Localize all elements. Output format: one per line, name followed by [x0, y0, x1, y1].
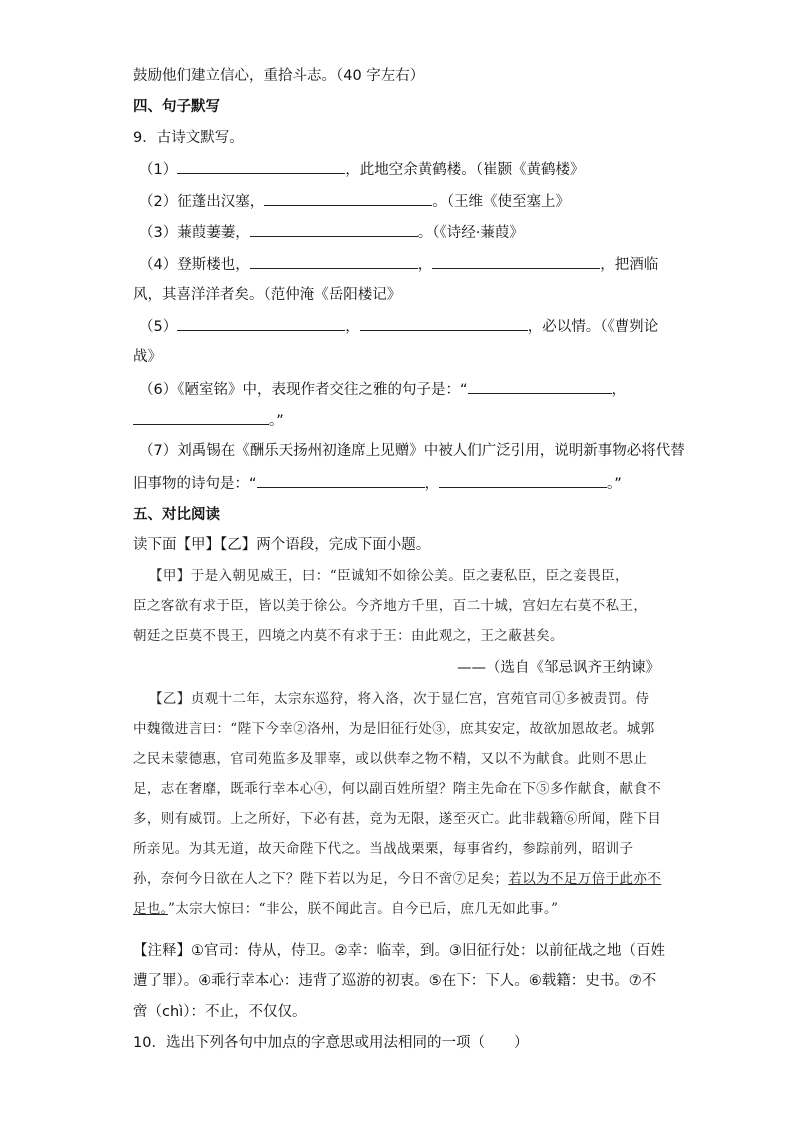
notes-line: 遭了罪）。④乖行幸本心：违背了巡游的初衷。⑤在下：下人。⑥载籍：史书。⑦不: [133, 973, 657, 989]
section-title: 五、对比阅读: [133, 507, 220, 523]
passage-yi-line: 多，则有威罚。上之所好，下必有甚，竞为无限，遂至灭亡。此非载籍⑥所闻，陛下目: [133, 811, 662, 827]
dictation-item-6: （6）《陋室铭》中，表现作者交往之雅的句子是：“ ，: [139, 379, 626, 400]
passage-yi-line: 孙，奈何今日欲在人之下？陛下若以为足，今日不啻⑦足矣；若以为不足万倍于此亦不: [133, 871, 662, 887]
answer-blank[interactable]: [250, 222, 418, 237]
answer-blank[interactable]: [177, 159, 345, 174]
section-title: 四、句子默写: [133, 99, 220, 115]
answer-blank[interactable]: [133, 410, 269, 425]
notes-line: 【注释】①官司：侍从，侍卫。②幸：临幸，到。③旧征行处：以前征战之地（百姓: [133, 943, 665, 959]
answer-blank[interactable]: [439, 473, 607, 488]
passage-yi-line: 足也。”太宗大惊曰：“非公，朕不闻此言。自今已后，庶几无如此事。”: [133, 901, 559, 917]
answer-blank[interactable]: [360, 316, 528, 331]
passage-yi-line: 之民未蒙德惠，官司苑监多及罪辜，或以供奉之物不精，又以不为献食。此则不思止: [133, 751, 648, 767]
dictation-item-4-cont: 风，其喜洋洋者矣。（范仲淹《岳阳楼记》: [133, 287, 402, 303]
passage-yi-line: 足，志在奢靡，既乖行幸本心④，何以副百姓所望？隋主先命在下⑤多作献食，献食不: [133, 781, 662, 797]
answer-blank[interactable]: [264, 191, 432, 206]
question-10: 10．选出下列各句中加点的字意思或用法相同的一项（ ）: [133, 1035, 529, 1051]
question-9: 9．古诗文默写。: [133, 130, 244, 146]
answer-blank[interactable]: [257, 473, 425, 488]
underlined-sentence: 足也。: [133, 901, 168, 917]
dictation-item-7: （7）刘禹锡在《酬乐天扬州初逢席上见赠》中被人们广泛引用，说明新事物必将代替: [139, 443, 685, 459]
passage-yi-line: 所亲见。为其无道，故天命陛下代之。当战战栗栗，每事省约，参踪前列，昭训子: [133, 841, 634, 857]
passage-jia-source: ——（选自《邹忌讽齐王纳谏》: [457, 660, 660, 676]
dictation-item-5-cont: 战》: [133, 349, 162, 365]
notes-line: 啻（chì）：不止，不仅仅。: [133, 1004, 307, 1020]
dictation-item-3: （3）蒹葭萋萋， 。（《诗经·蒹葭》: [139, 222, 524, 243]
passage-jia-line: 朝廷之臣莫不畏王，四境之内莫不有求于王：由此观之，王之蔽甚矣。: [133, 628, 564, 644]
answer-blank[interactable]: [177, 316, 345, 331]
dictation-item-4: （4）登斯楼也， ， ，把酒临: [139, 254, 658, 275]
answer-blank[interactable]: [468, 379, 612, 394]
dictation-item-6-cont: 。”: [133, 410, 284, 431]
dictation-item-5: （5） ， ，必以情。（《曹刿论: [139, 316, 658, 337]
dictation-item-2: （2）征蓬出汉塞， 。（王维《使至塞上》: [139, 191, 570, 212]
underlined-sentence: 若以为不足万倍于此亦不: [508, 871, 662, 887]
dictation-item-1: （1） ，此地空余黄鹤楼。（崔颢《黄鹤楼》: [139, 159, 584, 180]
dictation-item-7-cont: 旧事物的诗句是：“ ， 。”: [133, 473, 622, 494]
answer-blank[interactable]: [250, 254, 418, 269]
reading-intro: 读下面【甲】【乙】两个语段，完成下面小题。: [133, 537, 431, 553]
passage-jia-line: 【甲】于是入朝见威王，曰：“臣诚知不如徐公美。臣之妻私臣，臣之妾畏臣，: [149, 568, 629, 584]
prompt-tail: 鼓励他们建立信心，重拾斗志。（40 字左右）: [133, 68, 425, 84]
answer-blank[interactable]: [432, 254, 600, 269]
passage-yi-line: 中魏徵进言曰：“陛下今幸②洛州，为是旧征行处③，庶其安定，故欲加恩故老。城郭: [133, 721, 655, 737]
passage-yi-line: 【乙】贞观十二年，太宗东巡狩，将入洛，次于显仁宫，宫苑官司①多被责罚。侍: [149, 691, 650, 707]
passage-jia-line: 臣之客欲有求于臣，皆以美于徐公。今齐地方千里，百二十城，宫妇左右莫不私王，: [133, 598, 648, 614]
